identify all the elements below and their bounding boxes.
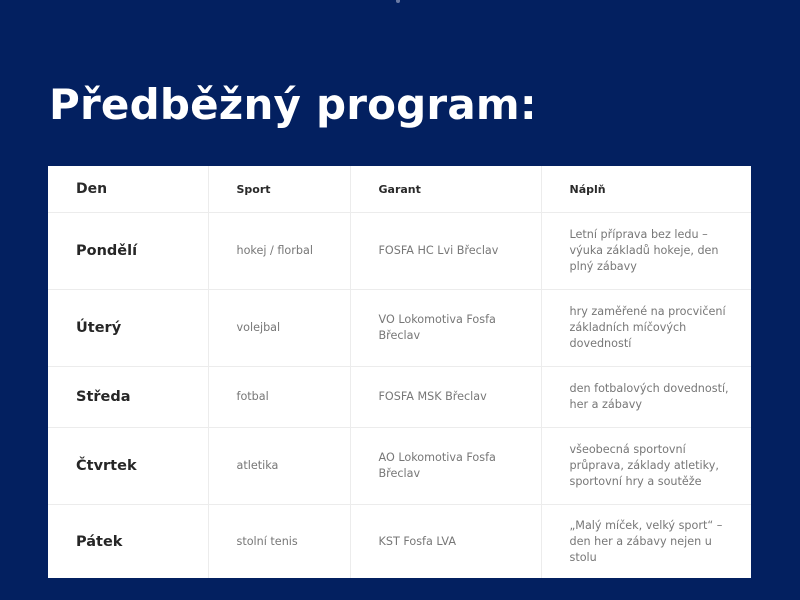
header-content: Náplň [541, 166, 751, 213]
table-header-row [48, 166, 751, 213]
cell-sport: hokej / florbal [208, 213, 350, 290]
table-row [48, 367, 751, 428]
header-sport: Sport [208, 166, 350, 213]
cell-day: Pondělí [48, 213, 208, 290]
cell-sport: volejbal [208, 290, 350, 367]
cell-day: Pátek [48, 505, 208, 578]
table-row [48, 290, 751, 367]
cell-sport: stolní tenis [208, 505, 350, 578]
program-table [48, 166, 751, 578]
cell-garant: FOSFA MSK Břeclav [350, 367, 541, 428]
page-title: Předběžný program: [49, 80, 537, 129]
header-garant: Garant [350, 166, 541, 213]
cell-content: den fotbalových dovedností, her a zábavy [541, 367, 751, 428]
cell-garant: AO Lokomotiva Fosfa Břeclav [350, 428, 541, 505]
cell-sport: fotbal [208, 367, 350, 428]
cell-content: všeobecná sportovní průprava, základy atletiky, sportovní hry a soutěže [541, 428, 751, 505]
table-row [48, 505, 751, 578]
top-decoration [396, 0, 400, 3]
table-row [48, 213, 751, 290]
cell-content: hry zaměřené na procvičení základních míčových dovedností [541, 290, 751, 367]
program-table-container [48, 166, 751, 578]
cell-garant: FOSFA HC Lvi Břeclav [350, 213, 541, 290]
cell-day: Úterý [48, 290, 208, 367]
header-day: Den [48, 166, 208, 213]
cell-day: Čtvrtek [48, 428, 208, 505]
cell-content: Letní příprava bez ledu – výuka základů hokeje, den plný zábavy [541, 213, 751, 290]
cell-day: Středa [48, 367, 208, 428]
cell-sport: atletika [208, 428, 350, 505]
table-row [48, 428, 751, 505]
cell-content: „Malý míček, velký sport“ – den her a zábavy nejen u stolu [541, 505, 751, 578]
cell-garant: KST Fosfa LVA [350, 505, 541, 578]
cell-garant: VO Lokomotiva Fosfa Břeclav [350, 290, 541, 367]
